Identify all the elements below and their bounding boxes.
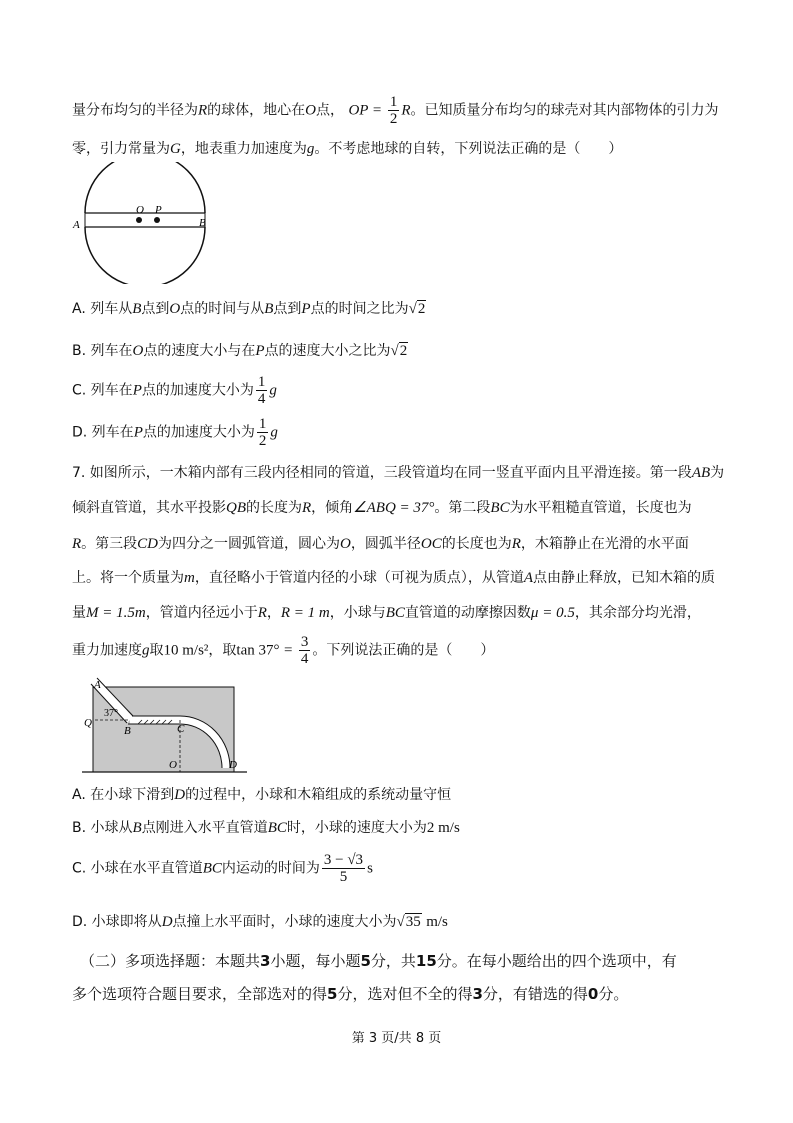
section-2-line-1: （二）多项选择题：本题共3小题，每小题5分，共15分。在每小题给出的四个选项中，有 xyxy=(80,952,677,970)
fraction-half: $\frac{1}{2}$ xyxy=(389,94,398,127)
fraction-half: $\frac{1}{2}$ xyxy=(258,416,267,449)
q7-line-3: R。第三段CD为四分之一圆弧管道，圆心为O，圆弧半径OC的长度也为R，木箱静止在光滑的水平面 xyxy=(72,536,689,552)
label-Q: Q xyxy=(84,717,92,729)
label-A: A xyxy=(73,219,80,231)
fraction-three-quarters: $\frac{3}{4}$ xyxy=(300,634,309,667)
q6-option-d[interactable]: D. 列车在P点的加速度大小为 $\frac{1}{2}$ g xyxy=(72,416,278,449)
q7-option-a[interactable]: A. 在小球下滑到D的过程中，小球和木箱组成的系统动量守恒 xyxy=(72,787,452,803)
q7-line-6: 重力加速度g取10 m/s²，取tan 37° = $\frac{3}{4}$ 。下列说法正确的是（ ） xyxy=(72,634,495,667)
earth-tunnel-figure xyxy=(72,162,222,284)
q7-option-d[interactable]: D. 小球即将从D点撞上水平面时，小球的速度大小为√35 m/s xyxy=(72,914,448,930)
fraction-time: $\frac{3 - √3}{5}$ xyxy=(323,852,364,885)
q7-line-1: 7. 如图所示，一木箱内部有三段内径相同的管道，三段管道均在同一竖直平面内且平滑连接。第一段AB为 xyxy=(72,465,725,481)
sqrt-35: √35 xyxy=(396,914,421,930)
box-pipe-figure xyxy=(82,676,247,776)
q6-line-2: 零，引力常量为G，地表重力加速度为g。不考虑地球的自转，下列说法正确的是（ ） xyxy=(72,141,623,157)
q7-option-c[interactable]: C. 小球在水平直管道BC内运动的时间为 $\frac{3 - √3}{5}$ s xyxy=(72,852,373,885)
q7-line-4: 上。将一个质量为m，直径略小于管道内径的小球（可视为质点），从管道A点由静止释放，已知木箱的质 xyxy=(72,570,716,586)
label-B: B xyxy=(199,217,206,229)
label-O: O xyxy=(169,759,177,771)
q6-option-a[interactable]: A. 列车从B点到O点的时间与从B点到P点的时间之比为√2 xyxy=(72,301,426,317)
label-O: O xyxy=(136,204,144,216)
q6-line-1: 量分布均匀的半径为R的球体，地心在O点， OP = $\frac{1}{2}$ R。已知质量分布均匀的球壳对其内部物体的引力为 xyxy=(72,94,719,127)
q7-line-5: 量M = 1.5m，管道内径远小于R，R = 1 m，小球与BC直管道的动摩擦因数μ = 0.5，其余部分均光滑， xyxy=(72,605,701,621)
label-C: C xyxy=(177,723,185,735)
label-B: B xyxy=(124,725,131,737)
sqrt-2: √2 xyxy=(408,301,426,317)
label-P: P xyxy=(155,204,162,216)
label-A: A xyxy=(94,679,101,691)
section-2-line-2: 多个选项符合题目要求，全部选对的得5分，选对但不全的得3分，有错选的得0分。 xyxy=(72,985,629,1003)
q6-option-c[interactable]: C. 列车在P点的加速度大小为 $\frac{1}{4}$ g xyxy=(72,374,277,407)
sqrt-2: √2 xyxy=(390,343,408,359)
q7-line-2: 倾斜直管道，其水平投影QB的长度为R，倾角∠ABQ = 37°。第二段BC为水平粗糙直管道，长度也为 xyxy=(72,500,692,516)
label-D: D xyxy=(229,759,237,771)
q7-option-b[interactable]: B. 小球从B点刚进入水平直管道BC时，小球的速度大小为2 m/s xyxy=(72,820,460,836)
fraction-quarter: $\frac{1}{4}$ xyxy=(257,374,266,407)
page-footer: 第 3 页/共 8 页 xyxy=(351,1031,442,1046)
q6-option-b[interactable]: B. 列车在O点的速度大小与在P点的速度大小之比为√2 xyxy=(72,343,408,359)
label-angle: 37° xyxy=(104,708,118,719)
